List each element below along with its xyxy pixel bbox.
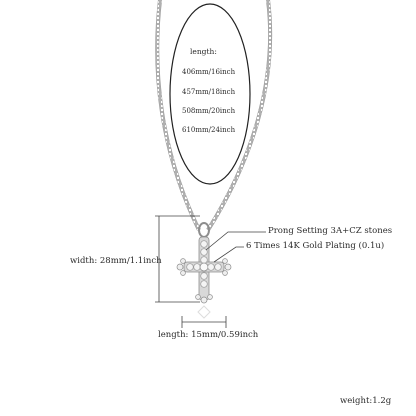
width-label: width: 28mm/1.1inch	[70, 256, 162, 266]
length-option-18: 457mm/18inch	[182, 88, 236, 96]
weight-label: weight:1.2g	[340, 396, 392, 406]
spec-plating: 6 Times 14K Gold Plating (0.1u)	[246, 241, 385, 251]
spec-setting: Prong Setting 3A+CZ stones	[268, 226, 393, 236]
length-label: length: 15mm/0.59inch	[158, 330, 259, 340]
length-option-20: 508mm/20inch	[182, 107, 236, 115]
length-title: length:	[190, 47, 217, 56]
cross-pendant-icon	[177, 223, 231, 318]
length-option-24: 610mm/24inch	[182, 126, 236, 134]
length-option-16: 406mm/16inch	[182, 68, 236, 76]
